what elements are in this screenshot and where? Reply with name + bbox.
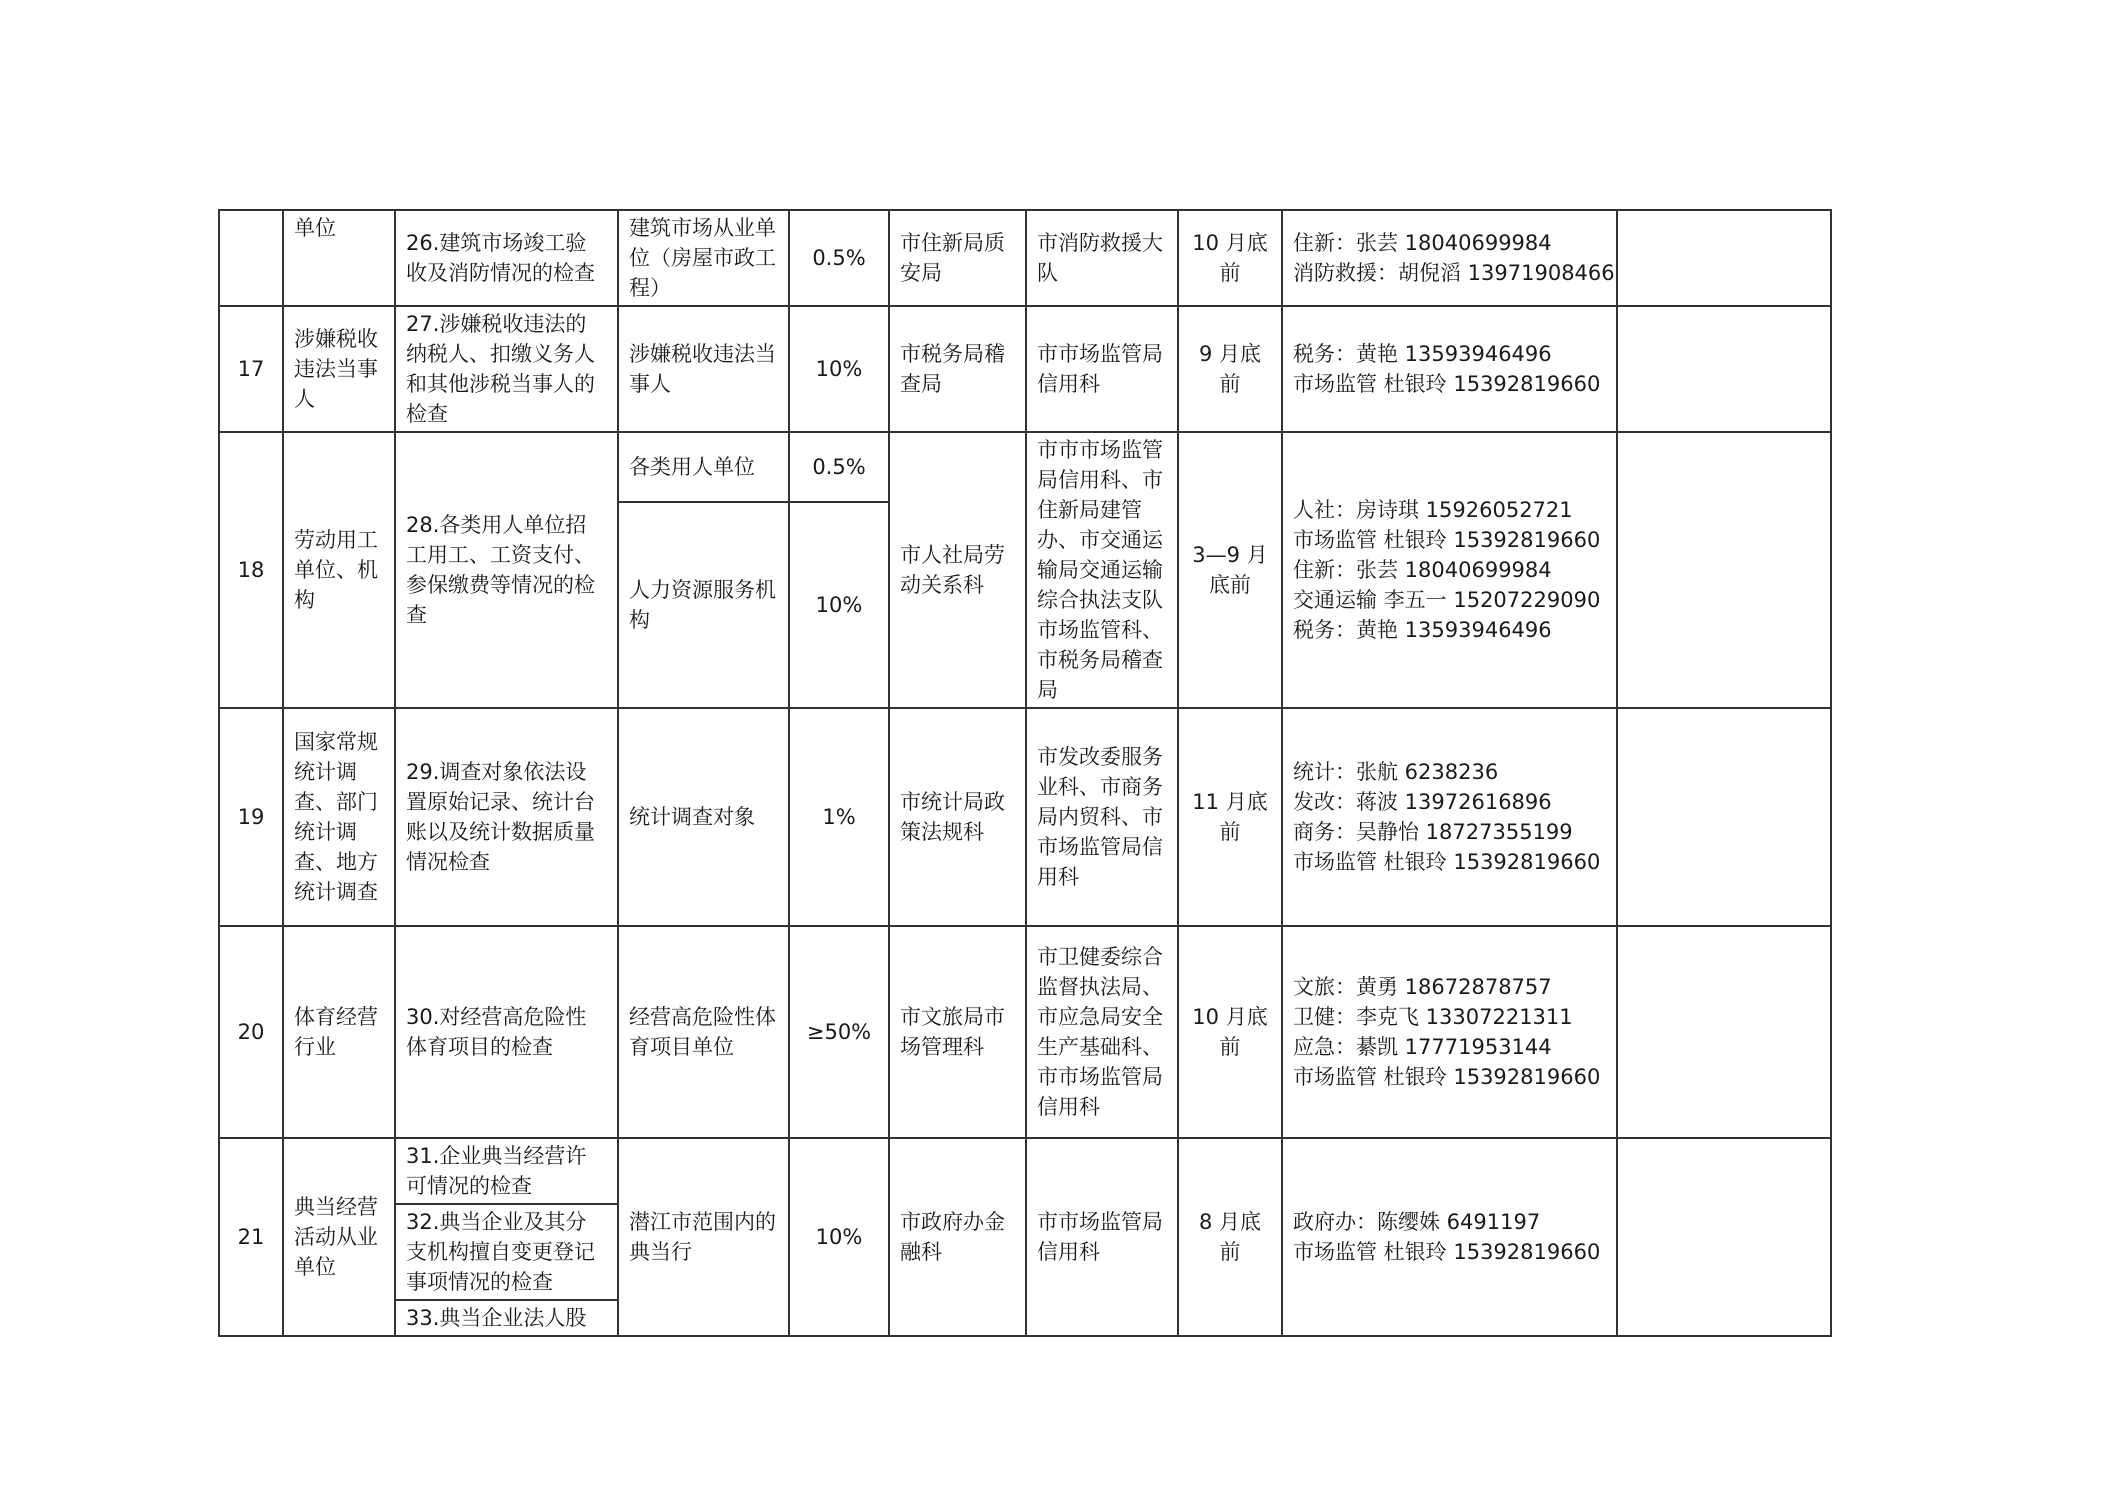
row-number-cell: 20 (219, 926, 283, 1138)
deadline-cell: 10 月底前 (1178, 210, 1282, 306)
target-cell: 经营高危险性体育项目单位 (618, 926, 789, 1138)
contact-line: 市场监管 杜银玲 15392819660 (1293, 528, 1601, 552)
subject-cell: 国家常规统计调查、部门统计调查、地方统计调查 (283, 708, 395, 926)
contact-line: 商务：吴静怡 18727355199 (1293, 820, 1573, 844)
remarks-cell (1617, 926, 1831, 1138)
lead-department-cell: 市人社局劳动关系科 (889, 432, 1026, 708)
contact-line: 交通运输 李五一 15207229090 (1293, 588, 1601, 612)
row-number-cell: 18 (219, 432, 283, 708)
subject-cell: 劳动用工单位、机构 (283, 432, 395, 708)
contact-line: 税务：黄艳 13593946496 (1293, 342, 1552, 366)
ratio-cell: 10% (789, 502, 889, 708)
subject-cell: 体育经营行业 (283, 926, 395, 1138)
table-row (219, 926, 1831, 1138)
ratio-cell: 0.5% (789, 210, 889, 306)
contact-cell (1282, 1138, 1617, 1336)
target-cell: 建筑市场从业单位（房屋市政工程） (618, 210, 789, 306)
contact-line: 政府办：陈缨姝 6491197 (1293, 1210, 1541, 1234)
row-number-cell: 17 (219, 306, 283, 432)
deadline-cell: 11 月底前 (1178, 708, 1282, 926)
ratio-cell: 10% (789, 1138, 889, 1336)
cooperating-department-cell: 市消防救援大队 (1026, 210, 1178, 306)
deadline-cell: 8 月底前 (1178, 1138, 1282, 1336)
remarks-cell (1617, 306, 1831, 432)
contact-line: 卫健：李克飞 13307221311 (1293, 1005, 1573, 1029)
contact-line: 人社：房诗琪 15926052721 (1293, 498, 1573, 522)
cooperating-department-cell: 市市场监管局信用科 (1026, 306, 1178, 432)
contact-line: 统计：张航 6238236 (1293, 760, 1499, 784)
contact-cell (1282, 306, 1617, 432)
lead-department-cell: 市文旅局市场管理科 (889, 926, 1026, 1138)
contact-line: 应急：綦凯 17771953144 (1293, 1035, 1552, 1059)
contact-line: 市场监管 杜银玲 15392819660 (1293, 850, 1601, 874)
subject-cell: 典当经营活动从业单位 (283, 1138, 395, 1336)
table-row (219, 1138, 1831, 1204)
cooperating-department-cell: 市市场监管局信用科 (1026, 1138, 1178, 1336)
subject-cell: 涉嫌税收违法当事人 (283, 306, 395, 432)
cooperating-department-cell: 市卫健委综合监督执法局、市应急局安全生产基础科、市市场监管局信用科 (1026, 926, 1178, 1138)
cooperating-department-cell: 市市市场监管局信用科、市住新局建管办、市交通运输局交通运输综合执法支队市场监管科、市税务局稽查局 (1026, 432, 1178, 708)
contact-cell (1282, 926, 1617, 1138)
target-cell: 涉嫌税收违法当事人 (618, 306, 789, 432)
contact-cell (1282, 432, 1617, 708)
cooperating-department-cell: 市发改委服务业科、市商务局内贸科、市市场监管局信用科 (1026, 708, 1178, 926)
remarks-cell (1617, 432, 1831, 708)
inspection-item-cell: 33.典当企业法人股 (395, 1300, 618, 1336)
row-number-cell: 19 (219, 708, 283, 926)
row-number-cell: 21 (219, 1138, 283, 1336)
contact-line: 税务：黄艳 13593946496 (1293, 618, 1552, 642)
contact-line: 市场监管 杜银玲 15392819660 (1293, 1240, 1601, 1264)
table-row (219, 210, 1831, 306)
contact-cell (1282, 708, 1617, 926)
inspection-item-cell: 30.对经营高危险性体育项目的检查 (395, 926, 618, 1138)
ratio-cell: 0.5% (789, 432, 889, 502)
contact-line: 文旅：黄勇 18672878757 (1293, 975, 1552, 999)
inspection-item-cell: 26.建筑市场竣工验收及消防情况的检查 (395, 210, 618, 306)
ratio-cell: 1% (789, 708, 889, 926)
target-cell: 人力资源服务机构 (618, 502, 789, 708)
contact-line: 住新：张芸 18040699984 (1293, 558, 1552, 582)
lead-department-cell: 市住新局质安局 (889, 210, 1026, 306)
contact-cell (1282, 210, 1617, 306)
inspection-item-cell: 32.典当企业及其分支机构擅自变更登记事项情况的检查 (395, 1204, 618, 1300)
deadline-cell: 9 月底前 (1178, 306, 1282, 432)
subject-cell: 单位 (283, 210, 395, 306)
table-row (219, 708, 1831, 926)
task-table (218, 209, 1832, 1337)
contact-line: 发改：蒋波 13972616896 (1293, 790, 1552, 814)
remarks-cell (1617, 210, 1831, 306)
ratio-cell: 10% (789, 306, 889, 432)
contact-line: 住新：张芸 18040699984 (1293, 231, 1552, 255)
contact-line: 消防救援：胡倪滔 13971908466 (1293, 261, 1615, 285)
lead-department-cell: 市统计局政策法规科 (889, 708, 1026, 926)
inspection-item-cell: 28.各类用人单位招工用工、工资支付、参保缴费等情况的检查 (395, 432, 618, 708)
target-cell: 潜江市范围内的典当行 (618, 1138, 789, 1336)
target-cell: 统计调查对象 (618, 708, 789, 926)
deadline-cell: 10 月底前 (1178, 926, 1282, 1138)
remarks-cell (1617, 708, 1831, 926)
target-cell: 各类用人单位 (618, 432, 789, 502)
remarks-cell (1617, 1138, 1831, 1336)
contact-line: 市场监管 杜银玲 15392819660 (1293, 1065, 1601, 1089)
inspection-item-cell: 27.涉嫌税收违法的纳税人、扣缴义务人和其他涉税当事人的检查 (395, 306, 618, 432)
row-number-cell (219, 210, 283, 306)
contact-line: 市场监管 杜银玲 15392819660 (1293, 372, 1601, 396)
table-row (219, 306, 1831, 432)
ratio-cell: ≥50% (789, 926, 889, 1138)
lead-department-cell: 市税务局稽查局 (889, 306, 1026, 432)
table-row (219, 432, 1831, 502)
lead-department-cell: 市政府办金融科 (889, 1138, 1026, 1336)
deadline-cell: 3—9 月底前 (1178, 432, 1282, 708)
inspection-item-cell: 31.企业典当经营许可情况的检查 (395, 1138, 618, 1204)
inspection-item-cell: 29.调查对象依法设置原始记录、统计台账以及统计数据质量情况检查 (395, 708, 618, 926)
